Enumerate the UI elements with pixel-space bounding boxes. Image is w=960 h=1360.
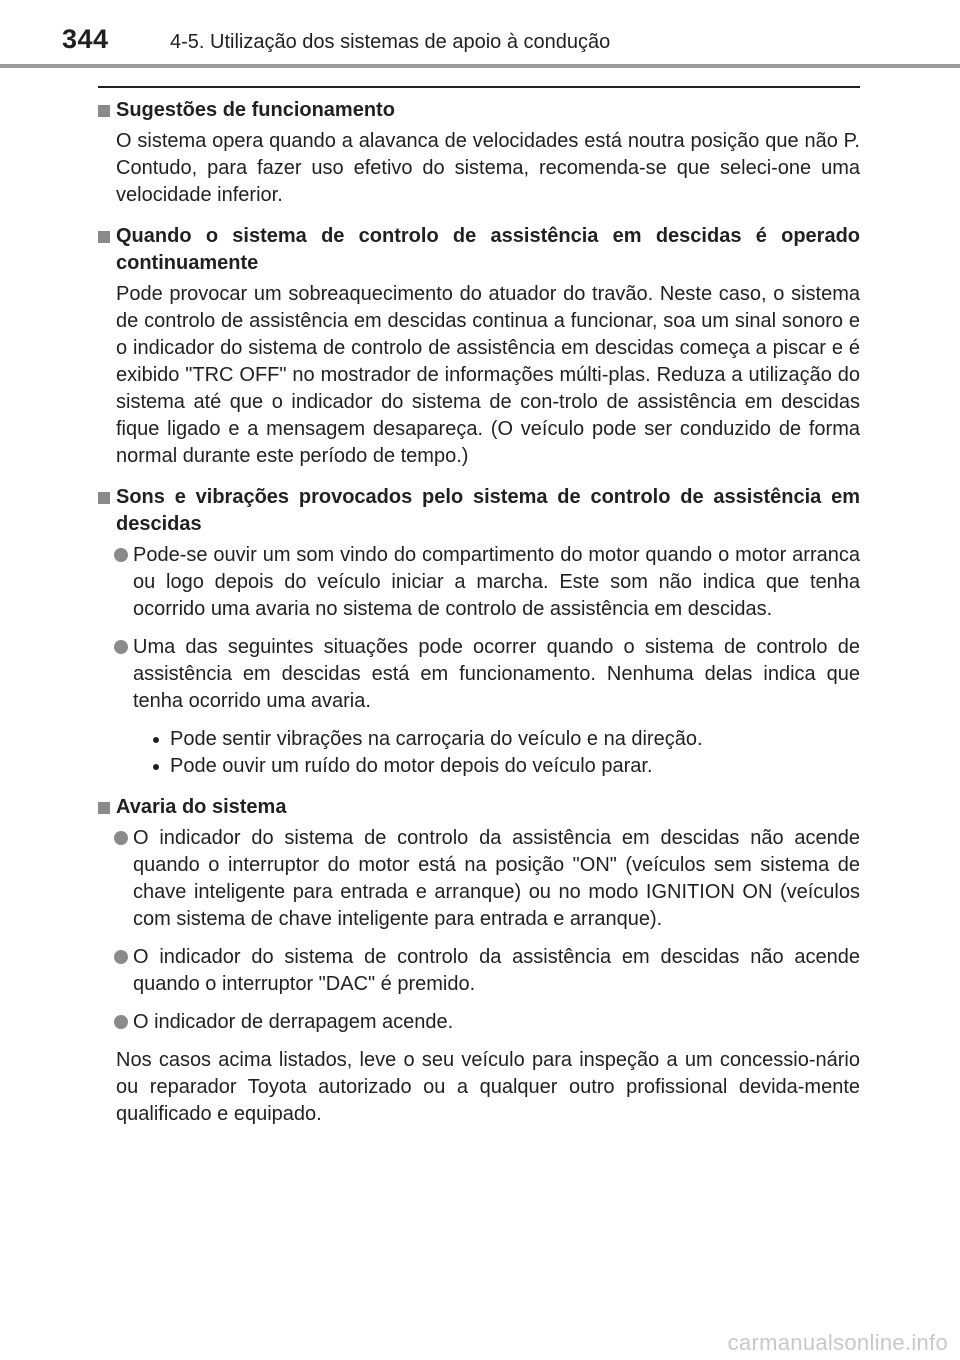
bullet-item: Pode-se ouvir um som vindo do compartimento do motor quando o motor arranca ou logo depois do veículo iniciar a marcha. Este som não indica que tenha ocorrido uma avaria no sistema de controlo de assistência em descidas. — [98, 542, 860, 623]
circle-bullet-icon — [114, 950, 128, 964]
section-body: O sistema opera quando a alavanca de velocidades está noutra posição que não P. Contudo, para fazer uso efetivo do sistema, recomenda-se que seleci-one uma velocidade inferior. — [116, 130, 860, 206]
closing-paragraph: Nos casos acima listados, leve o seu veículo para inspeção a um concessio-nário ou reparador Toyota autorizado ou a qualquer outro profissional devida-mente qualificado e equipado. — [116, 1049, 860, 1125]
square-bullet-icon — [98, 492, 110, 504]
circle-bullet-icon — [114, 831, 128, 845]
content-rule — [98, 86, 860, 88]
sub-bullet-item: Pode ouvir um ruído do motor depois do veículo parar. — [151, 753, 860, 780]
bullet-item: Uma das seguintes situações pode ocorrer quando o sistema de controlo de assistência em descidas está em funcionamento. Nenhuma delas indica que tenha ocorrido uma avaria. — [98, 634, 860, 715]
section-heading: Avaria do sistema — [98, 794, 860, 821]
bullet-item: O indicador do sistema de controlo da assistência em descidas não acende quando o interruptor "DAC" é premido. — [98, 944, 860, 998]
square-bullet-icon — [98, 105, 110, 117]
section-body: Pode provocar um sobreaquecimento do atuador do travão. Neste caso, o sistema de controlo de assistência em descidas continua a funcionar, soa um sinal sonoro e o indicador do sistema de controlo de assistência em descidas começa a piscar e é exibido "TRC OFF" no mostrador de informações múlti-plas. Reduza a utilização do sistema até que o indicador do sistema de con-trolo de assistência em descidas fique ligado e a mensagem desapareça. (O veículo pode ser conduzido de forma normal durante este período de tempo.) — [116, 283, 860, 467]
section-heading: Quando o sistema de controlo de assistência em descidas é operado continuamente — [98, 223, 860, 277]
page-content — [98, 97, 860, 1128]
sub-bullet-list — [98, 726, 860, 780]
square-bullet-icon — [98, 231, 110, 243]
section-heading: Sons e vibrações provocados pelo sistema de controlo de assistência em descidas — [98, 484, 860, 538]
circle-bullet-icon — [114, 548, 128, 562]
section-heading: Sugestões de funcionamento — [98, 97, 860, 124]
circle-bullet-icon — [114, 640, 128, 654]
watermark: carmanualsonline.info — [727, 1330, 948, 1355]
bullet-item: O indicador do sistema de controlo da assistência em descidas não acende quando o interruptor do motor está na posição "ON" (veículos sem sistema de chave inteligente para entrada e arranque) ou no modo IGNITION ON (veículos com sistema de chave inteligente para entrada e arranque). — [98, 825, 860, 933]
bullet-item: O indicador de derrapagem acende. — [98, 1009, 860, 1036]
page-number: 344 — [62, 24, 109, 54]
dot-bullet-icon — [153, 737, 159, 743]
square-bullet-icon — [98, 802, 110, 814]
dot-bullet-icon — [153, 764, 159, 770]
circle-bullet-icon — [114, 1015, 128, 1029]
sub-bullet-item: Pode sentir vibrações na carroçaria do veículo e na direção. — [151, 726, 860, 753]
chapter-title: 4-5. Utilização dos sistemas de apoio à condução — [170, 31, 611, 53]
header-rule — [0, 64, 960, 68]
